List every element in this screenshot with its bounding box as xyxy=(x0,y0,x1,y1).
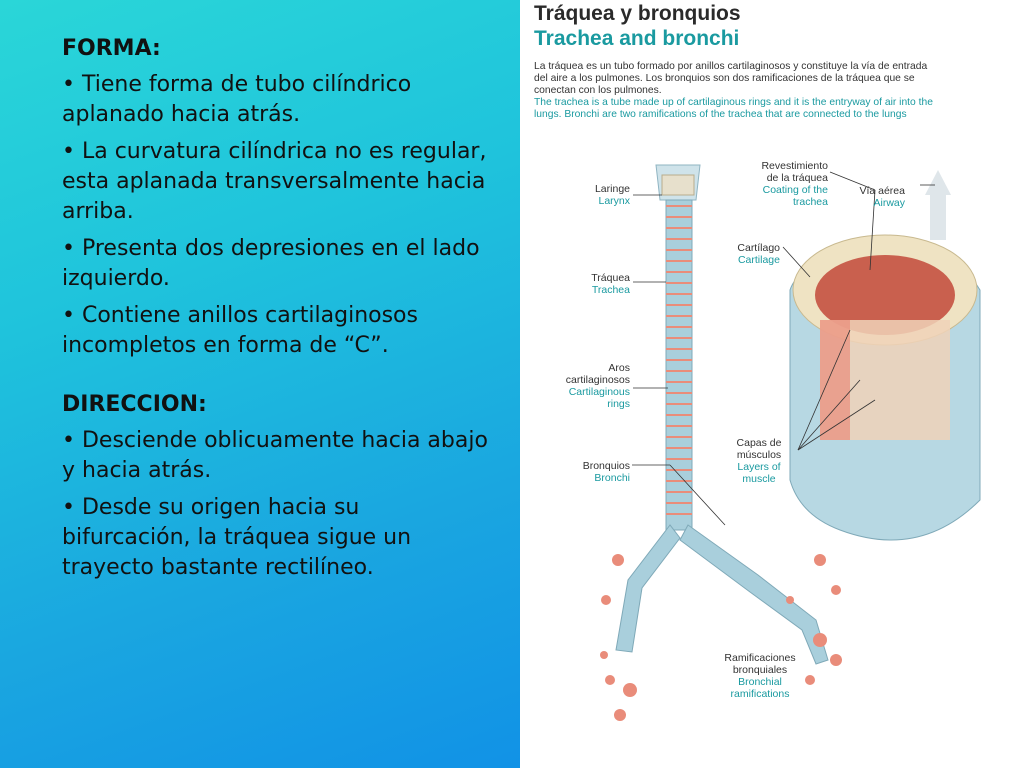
label-cartilaginous-rings: Aros cartilaginosos Cartilaginous rings xyxy=(565,362,630,410)
label-airway: Vía aérea Airway xyxy=(859,185,905,209)
label-cartilage: Cartílago Cartilage xyxy=(737,242,780,266)
label-coating: Revestimiento de la tráquea Coating of the trachea xyxy=(761,160,828,208)
figure-description xyxy=(534,61,939,121)
label-bronchial-ramifications: Ramificaciones bronquiales Bronchial ramifications xyxy=(724,652,796,700)
description-es: La tráquea es un tubo formado por anillos cartilaginosos y constituye la vía de entrada del aire a los pulmones. Los bronquios son dos ramificaciones de la tráquea que se conectan con los pulmones. xyxy=(534,61,928,96)
figure-title-es: Tráquea y bronquios xyxy=(534,2,741,25)
section-heading-forma: FORMA: xyxy=(62,36,161,61)
bullet-point: • Contiene anillos cartilaginosos incompletos en forma de “C”. xyxy=(62,303,418,358)
bullet-point: • Desciende oblicuamente hacia abajo y hacia atrás. xyxy=(62,428,488,483)
description-en: The trachea is a tube made up of cartilaginous rings and it is the entryway of air into the lungs. Bronchi are two ramifications of the trachea that are connected to the lungs xyxy=(534,97,933,120)
label-muscle-layers: Capas de músculos Layers of muscle xyxy=(736,437,782,485)
section-heading-direccion: DIRECCION: xyxy=(62,392,207,417)
bullet-point: • Desde su origen hacia su bifurcación, la tráquea sigue un trayecto bastante rectilíneo. xyxy=(62,495,412,580)
label-trachea: Tráquea Trachea xyxy=(591,272,630,296)
label-bronchi: Bronquios Bronchi xyxy=(582,460,630,484)
figure-title-en: Trachea and bronchi xyxy=(534,27,740,50)
bullet-point: • Presenta dos depresiones en el lado izquierdo. xyxy=(62,236,480,291)
bullet-point: • La curvatura cilíndrica no es regular, esta aplanada transversalmente hacia arriba. xyxy=(62,139,487,224)
figure-panel xyxy=(520,0,1024,768)
bullet-point: • Tiene forma de tubo cilíndrico aplanado hacia atrás. xyxy=(62,72,412,127)
label-larynx: Laringe Larynx xyxy=(594,183,630,207)
slide-text xyxy=(62,34,492,590)
